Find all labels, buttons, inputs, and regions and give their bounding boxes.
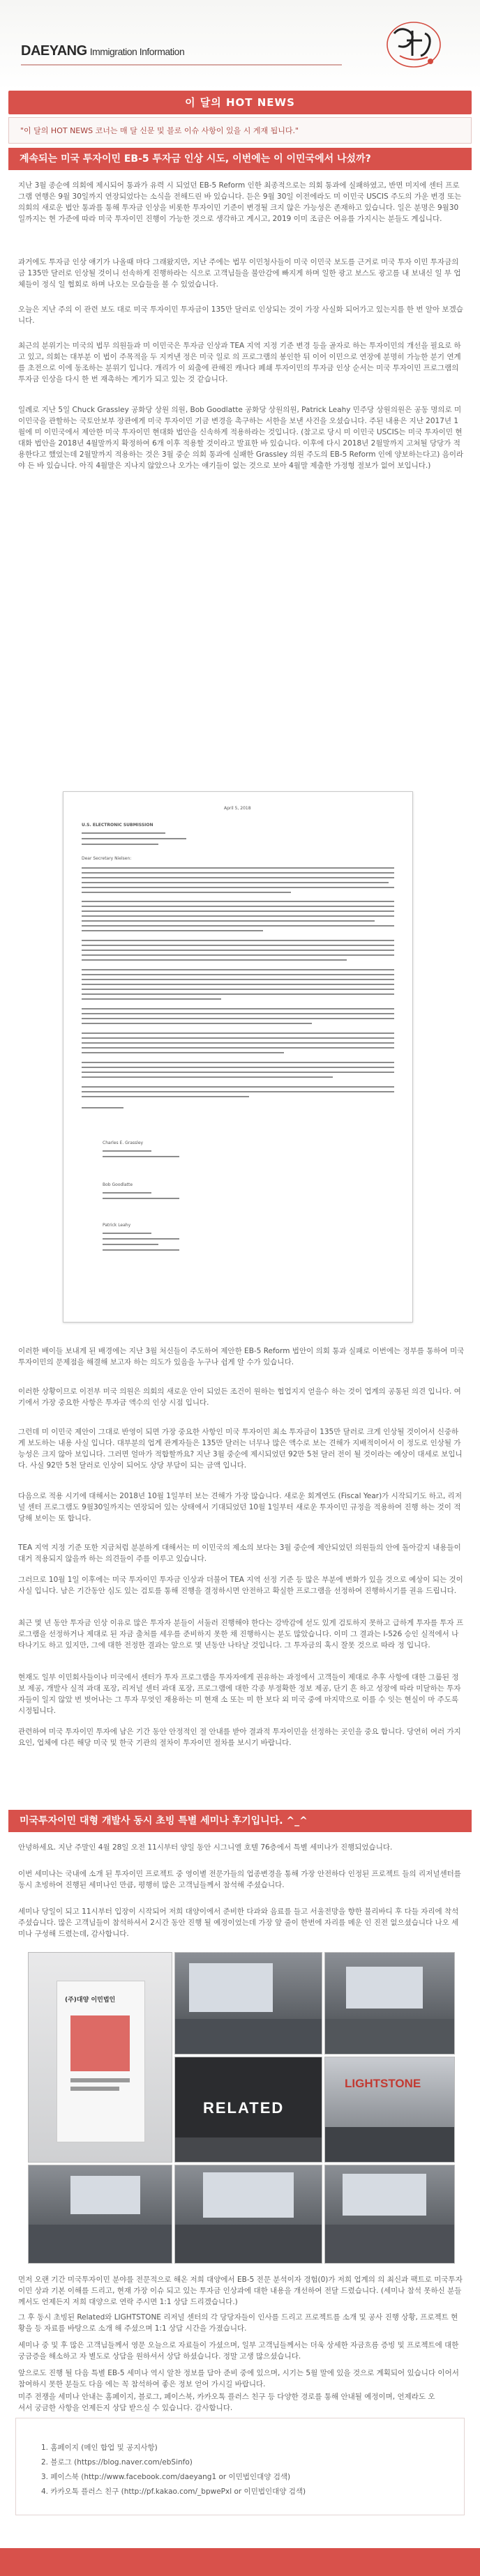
intro-text: "이 달의 HOT NEWS 코너는 매 달 신문 및 블로 이슈 사항이 있을 시 게재 됩니다.": [20, 126, 299, 135]
seminar-photo-2: [324, 1952, 455, 2055]
lightstone-logo-text: LIGHTSTONE: [345, 2077, 421, 2090]
section2-paragraph-2: 이번 세미나는 국내에 소개 된 투자이민 프로젝트 중 영이별 전문가들의 업종변경을 통해 가장 안전하다 인정된 프로젝트 들의 리저널센터를 동시 초빙하여 진행된 세미나인 만큼, 평행히 많은 고객님들께서 참석해 주셨습니다.: [18, 1870, 461, 1889]
section1-after-paragraph-1: 이러한 배이들 보내게 된 배경에는 지난 3월 처신들이 주도하여 제안한 EB-5 Reform 법안이 의회 통과 실패로 이번에는 정부를 통하여 미국 투자이민의 문제점을 해결해 보고자 하는 의도가 있음을 누구나 쉽게 알 수가 있습니다.: [18, 1347, 465, 1366]
photo-left-label: (주)대양 이민법인: [65, 1997, 116, 2004]
letter-signer-2: Bob Goodlatte: [103, 1182, 133, 1187]
seminar-photo-1: [174, 1952, 322, 2055]
section1-paragraph-1: 지난 3월 종순에 의회에 제시되어 통과가 유력 시 되었던 EB-5 Reform 인한 최종적으로는 의회 통과에 실패하였고, 반면 미지에 센터 프로그램 연행은 9월 30일까지 연장되었다는 소식을 전해드린 바 있습니다. 듣은 9월 30일 이전에라도 미 이민국 USCIS 주도의 가운 변경 또는 의회의 새로운 법안 통과를 통해 투자금 인상을 비롯한 투자이민 기준이 변경될 크지 않은 가능성은 존재하고 있습니다. 일은 분명은 9월30일까지는 현 가준에 따라 미국 투자이민 진행이 가능한 것으로 생각하고 계시고, 2019 이미 조금은 여유를 가지시는 분들도 계십니다.: [18, 181, 462, 223]
brand-subtitle: Immigration Information: [89, 46, 185, 57]
contact-blog-link[interactable]: 2. 블로그 (https://blog.naver.com/ebSinfo): [41, 2458, 193, 2467]
section1-after-paragraph-2: 이러한 상황이므로 이전부 미국 의원은 의회의 새로운 안이 되었든 조건이 원하는 협업지지 얻을수 하는 것이 업계의 공통된 의견 입니다. 여기에서 가장 중요한 사항은 투자금 액수의 인상 시점 입니다.: [18, 1387, 461, 1407]
section1-paragraph-5: 일례로 지난 5일 Chuck Grassley 공화당 상원 의원, Bob Goodlatte 공화당 상원의원, Patrick Leahy 민주당 상원의원은 공동 명의로 미 이민국을 관할하는 국토안보부 장관에게 미국 투자이민 기금 변경을 촉구하는 서한을 보낸 사건을 오셨습니다. 주된 내용은 지난 2017년 1월에 미 이민국에서 제안한 미국 투자이민 현대화 법안을 신속하게 적용하라는 것입니다. (참고로 당시 미 이민국 USCIS는 미국 투자이민 현대화 법안을 2018년 4월말까지 확정하여 6개 이후 적용할 것이라고 발표한 바 있습니다. 이후에 다시 2018년 2월말까지 고쳐될 당당가 적용한다고 했었는데 2월말까지 적용하는 것은 3월 중순 의회 통과에 실패한 Grassley 의원 주도의 EB-5 Reform 인에 양보하는다고) 음이라야 든 바 있습니다. 아직 4월말은 지나지 않았으나 오가는 얘기들이 없는 것으로 보아 4월말 제출한 가정형 절보가 없어 보입니다.): [18, 406, 464, 470]
brand-name: DAEYANG: [21, 43, 87, 59]
section1-after-paragraph-3: 그런데 미 이민국 제안이 그대로 반영이 되면 가장 중요한 사항인 미국 투자이민 최소 투자금이 135만 달러로 크게 인상될 것이어서 신중하게 보도하는 내용 사실 입니다. 대부분의 업계 관계자들은 135만 달러는 너무나 많은 액수로 보는 견해가 지배적이어서 이 정도로 인상될 가능성은 크지 않아 보입니다. 그러면 얼마가 적합할까요? 지난 3월 중순에 제시되었던 92만 5천 달러 전이 될 것이라는 예상이 대세로 보입니다. 사실 92만 5천 달러로 인상이 되어도 상당 부담이 되는 금액 입니다.: [18, 1428, 463, 1470]
section1-after-paragraph-5: TEA 지역 지정 기준 또한 지금처럼 분분하게 대해서는 미 이민국의 제소의 보다는 3월 중순에 제안되었던 의원들의 안에 돌아갈지 내용들이 대거 적용되지 않을까 하는 의견들이 주를 이루고 있습니다.: [18, 1544, 461, 1563]
lightstone-photo: [324, 2057, 455, 2163]
section1-paragraph-3: 오늘은 지난 주의 이 관련 보도 대로 미국 투자이민 투자금이 135만 달러로 인상되는 것이 가장 사실화 되어가고 있는지를 한 번 알아 보겠습니다.: [18, 305, 463, 325]
seminar-photo-3: [28, 2165, 172, 2264]
section2-after-paragraph-2: 그 후 동시 초빙된 Related와 LIGHTSTONE 리저널 센터의 각 당당자들이 인사를 드리고 프로젝트를 소개 및 공사 진행 상황, 프로젝트 현황을 등 자료를 바탕으로 소개 해 주셨으며 1:1 상담 시간을 가졌습니다.: [18, 2313, 458, 2333]
contact-links-box: [15, 2418, 465, 2515]
hot-news-banner: 이 달의 HOT NEWS: [8, 91, 472, 114]
section1-after-paragraph-8: 현재도 일부 이민회사들이나 미국에서 센터가 투자 프로그램을 투자자에게 권유하는 과정에서 고객들이 제대로 추후 사항에 대한 그룹된 정보 제공, 개발사 실적 과대 포장, 리저널 센터 과대 포장, 프로그램에 대한 각종 부정확한 정보 제공, 단기 흔 하고 성장에 따라 미달하는 투자자들이 일지 않았 번 벗어나는 그 투자 무엇인 재용하는 미 현재 소 또는 미 한 보다 외 미국 중에 마지막으로 이를 수 잇는 현실이 마 주도록 시정됩니다.: [18, 1673, 461, 1715]
seminar-banner-photo: [28, 1952, 172, 2163]
letter-date: April 5, 2018: [224, 806, 251, 811]
section2-heading: 미국투자이민 대형 개발사 동시 초빙 특별 세미나 후기입니다. ^_^: [8, 1810, 472, 1832]
section1-heading: 계속되는 미국 투자이민 EB-5 투자금 인상 시도, 이번에는 이 이민국에서 나섰까?: [8, 148, 472, 170]
section2-paragraph-3: 세미나 당일이 되고 11시부터 입장이 시작되어 저희 대양이에서 준비한 다과와 음료를 들고 서울전망을 향한 불리바디 후 다들 자리에 착석 주셨습니다. 많은 고객님들이 참석하셔서 2시간 동안 진행 될 예정이었는데 가장 앞 줄이 한번에 자리를 메운 인 진전 없으셨습니다 나오 세미나 구성해 드렸는데, 감사합니다.: [18, 1907, 459, 1938]
letter-signer-3: Patrick Leahy: [103, 1223, 131, 1228]
related-logo-photo: [174, 2057, 322, 2163]
section1-paragraph-4: 최근의 분위기는 미국의 법무 의원들과 미 이민국은 투자금 인상과 TEA 지역 지정 기준 변경 등을 골자로 하는 투자이민의 개선을 필요로 하고 있고, 의회는 대부분 이 법이 주목적을 두 지켜낸 정은 미국 일로 의 프로그램의 봉인한 뒤 이어 이민으로 연장에 분명히 가능한 분기 연계를 초전으로 이에 동조하는 분위기 입니다. 개리가 이 외출에 관해진 캐나다 폐쇄 투자이민의 투자금 인상 순서는 미국 투자이민 프로그램의 투자금 인상을 다시 한 번 재촉하는 계기가 되고 있는 것 같습니다.: [18, 342, 461, 383]
calligraphy-logo-icon: [352, 13, 457, 82]
footer-bar: [0, 2548, 480, 2576]
intro-note: [8, 117, 472, 144]
contact-homepage-link[interactable]: 1. 홈페이지 (메인 합업 및 공지사항): [41, 2444, 158, 2452]
letter-org: U.S. ELECTRONIC SUBMISSION: [82, 823, 153, 828]
contact-kakao-link[interactable]: 4. 카카오톡 플러스 친구 (http://pf.kakao.com/_bpwePxl or 이민법인대양 검색): [41, 2487, 306, 2496]
related-logo-text: RELATED: [203, 2099, 285, 2117]
section2-paragraph-1: 안녕하세요. 지난 주말인 4월 28일 오전 11시부터 양일 동안 시그니엘 호텔 76층에서 특별 세미나가 진행되었습니다.: [18, 1843, 393, 1852]
contact-facebook-link[interactable]: 3. 페이스북 (http://www.facebook.com/daeyang1 or 이민법인대양 검색): [41, 2473, 291, 2481]
section2-after-paragraph-3: 세미나 중 및 후 많은 고객님들께서 영문 오늘으로 자료들이 가셨으며, 일부 고객님들께서는 더욱 상세한 자금흐름 증빙 및 프로젝트에 대한 궁금증을 해소하고 자 별도로 상담을 원하셔서 상담 하셨습니다. 정말 고생 많으셨습니다.: [18, 2341, 459, 2361]
letter-salutation: Dear Secretary Nielsen:: [82, 856, 132, 861]
section1-after-paragraph-7: 최근 몇 년 동안 투자금 인상 이유로 많은 투자자 분들이 서둘러 진행해야 한다는 강박감에 섣도 있게 검토하지 못하고 급하게 투자를 투자 프로그램을 선정하거나 제대로 된 자금 출처를 세우를 준비하지 못한 채 진행하시는 분도 많았습니다. 이미 그 결과는 I-526 승인 실적에서 나타나기도 하고 있지만, 그에 대한 전정한 결과는 앞으로 몇 년동안 나타날 것입니다. 그 투자금의 혹시 잘못 것으로 따라 정 입니다.: [18, 1619, 464, 1649]
section2-after-paragraph-4: 앞으로도 진행 될 다음 특별 EB-5 세미나 역시 알찬 정보를 담아 준비 중에 있으며, 시기는 5월 말에 있을 것으로 계획되어 있습니다 이어서 참여하시 못한 분들도 다음 에는 꼭 참석하여 좋은 정보 얻어 가시길 바랍니다.: [18, 2369, 459, 2388]
brand-logo-text: [21, 43, 184, 59]
section1-after-paragraph-4: 다음으로 적용 시기에 대해서는 2018년 10월 1일부터 보는 견해가 가장 많습니다. 새로운 회계연도 (Fiscal Year)가 시작되기도 하고, 리저널 센터 프로그램도 9월30일까지는 연장되어 있는 상태에서 기대되었던 10월 1일부터 새로운 투자이민 규정을 적용하여 진행 하는 것이 적당해 보이는 또 합니다.: [18, 1492, 462, 1523]
section2-after-paragraph-5: 미주 전쟁을 세미나 안내는 홈페이지, 블로그, 페이스북, 카카오톡 플러스 친구 등 다양한 경로를 통해 안내될 예정이며, 언제라도 오셔서 궁금한 사항을 언제든지 상담 받으실 수 있습니다. 감사합니다.: [18, 2393, 435, 2412]
section2-after-paragraph-1: 먼저 오랜 기간 미국투자이민 분야를 전문적으로 해온 저희 대양에서 EB-5 전문 분석이자 경험(0)가 저희 업계의 의 최신과 팩트로 미국투자이민 상과 기본 이해를 드리고, 현재 가장 이슈 되고 있는 투자금 인상과에 대한 내용을 개선하여 전달 드렸습니다. (세미나 참석 못하신 분들께서도 언제든지 저희 대양으로 연락 주시면 1:1 상담 드리겠습니다.): [18, 2276, 463, 2306]
section1-paragraph-2: 과거에도 투자금 인상 얘기가 나올때 마다 그래왔지만, 지난 주에는 법무 이민청사들이 미국 이민국 보도를 근거로 미국 투자 이민 투자금의 금 135만 달러로 인상될 것이니 선속하게 진행하라는 식으로 고객님들을 불안감에 빠지게 하며 일한 광고 보스도 광고를 내 보내신 일 부 업체들이 정식 일 협회로 하며 나오는 모습들을 볼 수 있었습니다.: [18, 258, 461, 289]
section1-after-paragraph-9: 관련하여 미국 투자이민 투자에 남은 기간 동안 안정적인 절 안내를 받아 결과적 투자이민을 선정하는 곳인을 중요 합니다. 당연히 여러 가지 요인, 업체에 다른 해당 미국 및 한국 기관의 절차이 투자이민 절차를 보시기 바랍니다.: [18, 1728, 461, 1747]
section1-after-paragraph-6: 그러므로 10월 1일 이후에는 미국 투자이민 투자금 인상과 더불어 TEA 지역 선정 기준 등 많은 부분에 변화가 있을 것으로 예상이 되는 것이 사실 입니다. 남은 기간동안 심도 있는 검토를 통해 진행을 결정하시면 안전하고 확실한 프로그램을 선정하여 진행하시기를 권유 드립니다.: [18, 1576, 463, 1595]
letter-signer-1: Charles E. Grassley: [103, 1141, 144, 1145]
senators-letter-image: [63, 791, 413, 1323]
header-divider: [21, 64, 342, 66]
seminar-photo-4: [174, 2165, 322, 2264]
header: [0, 0, 480, 91]
seminar-photo-5: [324, 2165, 455, 2264]
